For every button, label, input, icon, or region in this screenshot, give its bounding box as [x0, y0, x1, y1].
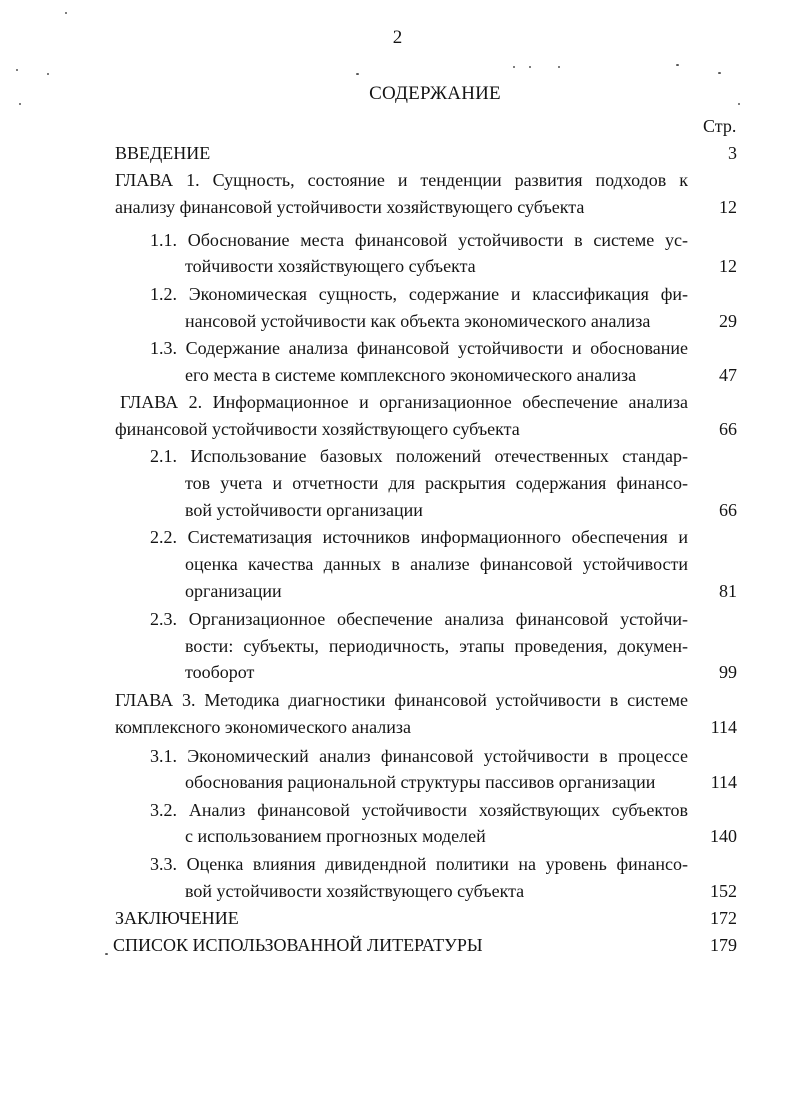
- scan-speck: [718, 72, 721, 74]
- scan-speck: [47, 73, 49, 75]
- toc-entry-line: ГЛАВА 3. Методика диагностики финансовой устойчивости в системе: [115, 690, 688, 710]
- toc-entry-line: 2.2. Систематизация источников информационного обеспечения и: [150, 527, 688, 547]
- toc-page-number: 140: [710, 826, 737, 846]
- toc-entry-line: 1.3. Содержание анализа финансовой устойчивости и обоснование: [150, 338, 688, 358]
- toc-entry-line: ВВЕДЕНИЕ: [115, 143, 211, 163]
- toc-entry-line: ГЛАВА 1. Сущность, состояние и тенденции развития подходов к: [115, 170, 688, 190]
- scan-speck: [356, 73, 359, 75]
- toc-entry-line: 1.2. Экономическая сущность, содержание и классификация фи-: [150, 284, 688, 304]
- scan-speck: [558, 66, 560, 68]
- toc-page-number: 3: [728, 143, 737, 163]
- toc-page-number: 114: [710, 717, 737, 737]
- toc-page-number: 66: [719, 500, 737, 520]
- toc-entry-line: анализу финансовой устойчивости хозяйствующего субъекта: [115, 197, 585, 217]
- scan-speck: [65, 12, 67, 14]
- toc-entry-line: 1.1. Обоснование места финансовой устойчивости в системе ус-: [150, 230, 688, 250]
- toc-page-number: 99: [719, 662, 737, 682]
- scan-speck: [513, 66, 515, 68]
- scan-speck: [105, 953, 108, 955]
- toc-entry-line: с использованием прогнозных моделей: [185, 826, 486, 846]
- toc-page-number: 12: [719, 256, 737, 276]
- toc-entry-line: обоснования рациональной структуры пассивов организации: [185, 772, 656, 792]
- toc-entry-line: вой устойчивости хозяйствующего субъекта: [185, 881, 525, 901]
- toc-page-number: 152: [710, 881, 737, 901]
- toc-page-number: 47: [719, 365, 737, 385]
- toc-entry-line: тов учета и отчетности для раскрытия содержания финансо-: [185, 473, 688, 493]
- toc-page-number: 114: [710, 772, 737, 792]
- toc-entry-line: 3.1. Экономический анализ финансовой устойчивости в процессе: [150, 746, 688, 766]
- page-number: 2: [392, 27, 403, 48]
- toc-entry-line: комплексного экономического анализа: [115, 717, 411, 737]
- toc-page-number: 172: [710, 908, 737, 928]
- toc-entry-line: ГЛАВА 2. Информационное и организационное обеспечение анализа: [120, 392, 688, 412]
- page-title: СОДЕРЖАНИЕ: [369, 83, 501, 104]
- toc-page-number: 81: [719, 581, 737, 601]
- scan-speck: [738, 103, 740, 105]
- toc-entry-line: нансовой устойчивости как объекта экономического анализа: [185, 311, 651, 331]
- toc-page-number: 66: [719, 419, 737, 439]
- toc-entry-line: финансовой устойчивости хозяйствующего субъекта: [115, 419, 520, 439]
- toc-page-number: 29: [719, 311, 737, 331]
- toc-entry-line: организации: [185, 581, 282, 601]
- toc-entry-line: 2.3. Организационное обеспечение анализа финансовой устойчи-: [150, 609, 688, 629]
- toc-page-number: 179: [710, 935, 737, 955]
- toc-entry-line: тойчивости хозяйствующего субъекта: [185, 256, 476, 276]
- toc-entry-line: вой устойчивости организации: [185, 500, 423, 520]
- toc-entry-line: оценка качества данных в анализе финансовой устойчивости: [185, 554, 688, 574]
- toc-entry-line: его места в системе комплексного экономического анализа: [185, 365, 637, 385]
- scan-speck: [529, 66, 531, 68]
- scan-speck: [19, 103, 21, 105]
- scan-speck: [676, 64, 679, 66]
- page-column-header: Стр.: [703, 116, 737, 136]
- toc-entry-line: 3.2. Анализ финансовой устойчивости хозяйствующих субъектов: [150, 800, 688, 820]
- toc-page-number: 12: [719, 197, 737, 217]
- toc-entry-line: ЗАКЛЮЧЕНИЕ: [115, 908, 239, 928]
- toc-entry-line: СПИСОК ИСПОЛЬЗОВАННОЙ ЛИТЕРАТУРЫ: [113, 935, 483, 955]
- toc-entry-line: 3.3. Оценка влияния дивидендной политики на уровень финансо-: [150, 854, 688, 874]
- toc-entry-line: вости: субъекты, периодичность, этапы проведения, докумен-: [185, 636, 688, 656]
- toc-entry-line: 2.1. Использование базовых положений отечественных стандар-: [150, 446, 688, 466]
- scan-speck: [16, 69, 18, 71]
- toc-entry-line: тооборот: [185, 662, 255, 682]
